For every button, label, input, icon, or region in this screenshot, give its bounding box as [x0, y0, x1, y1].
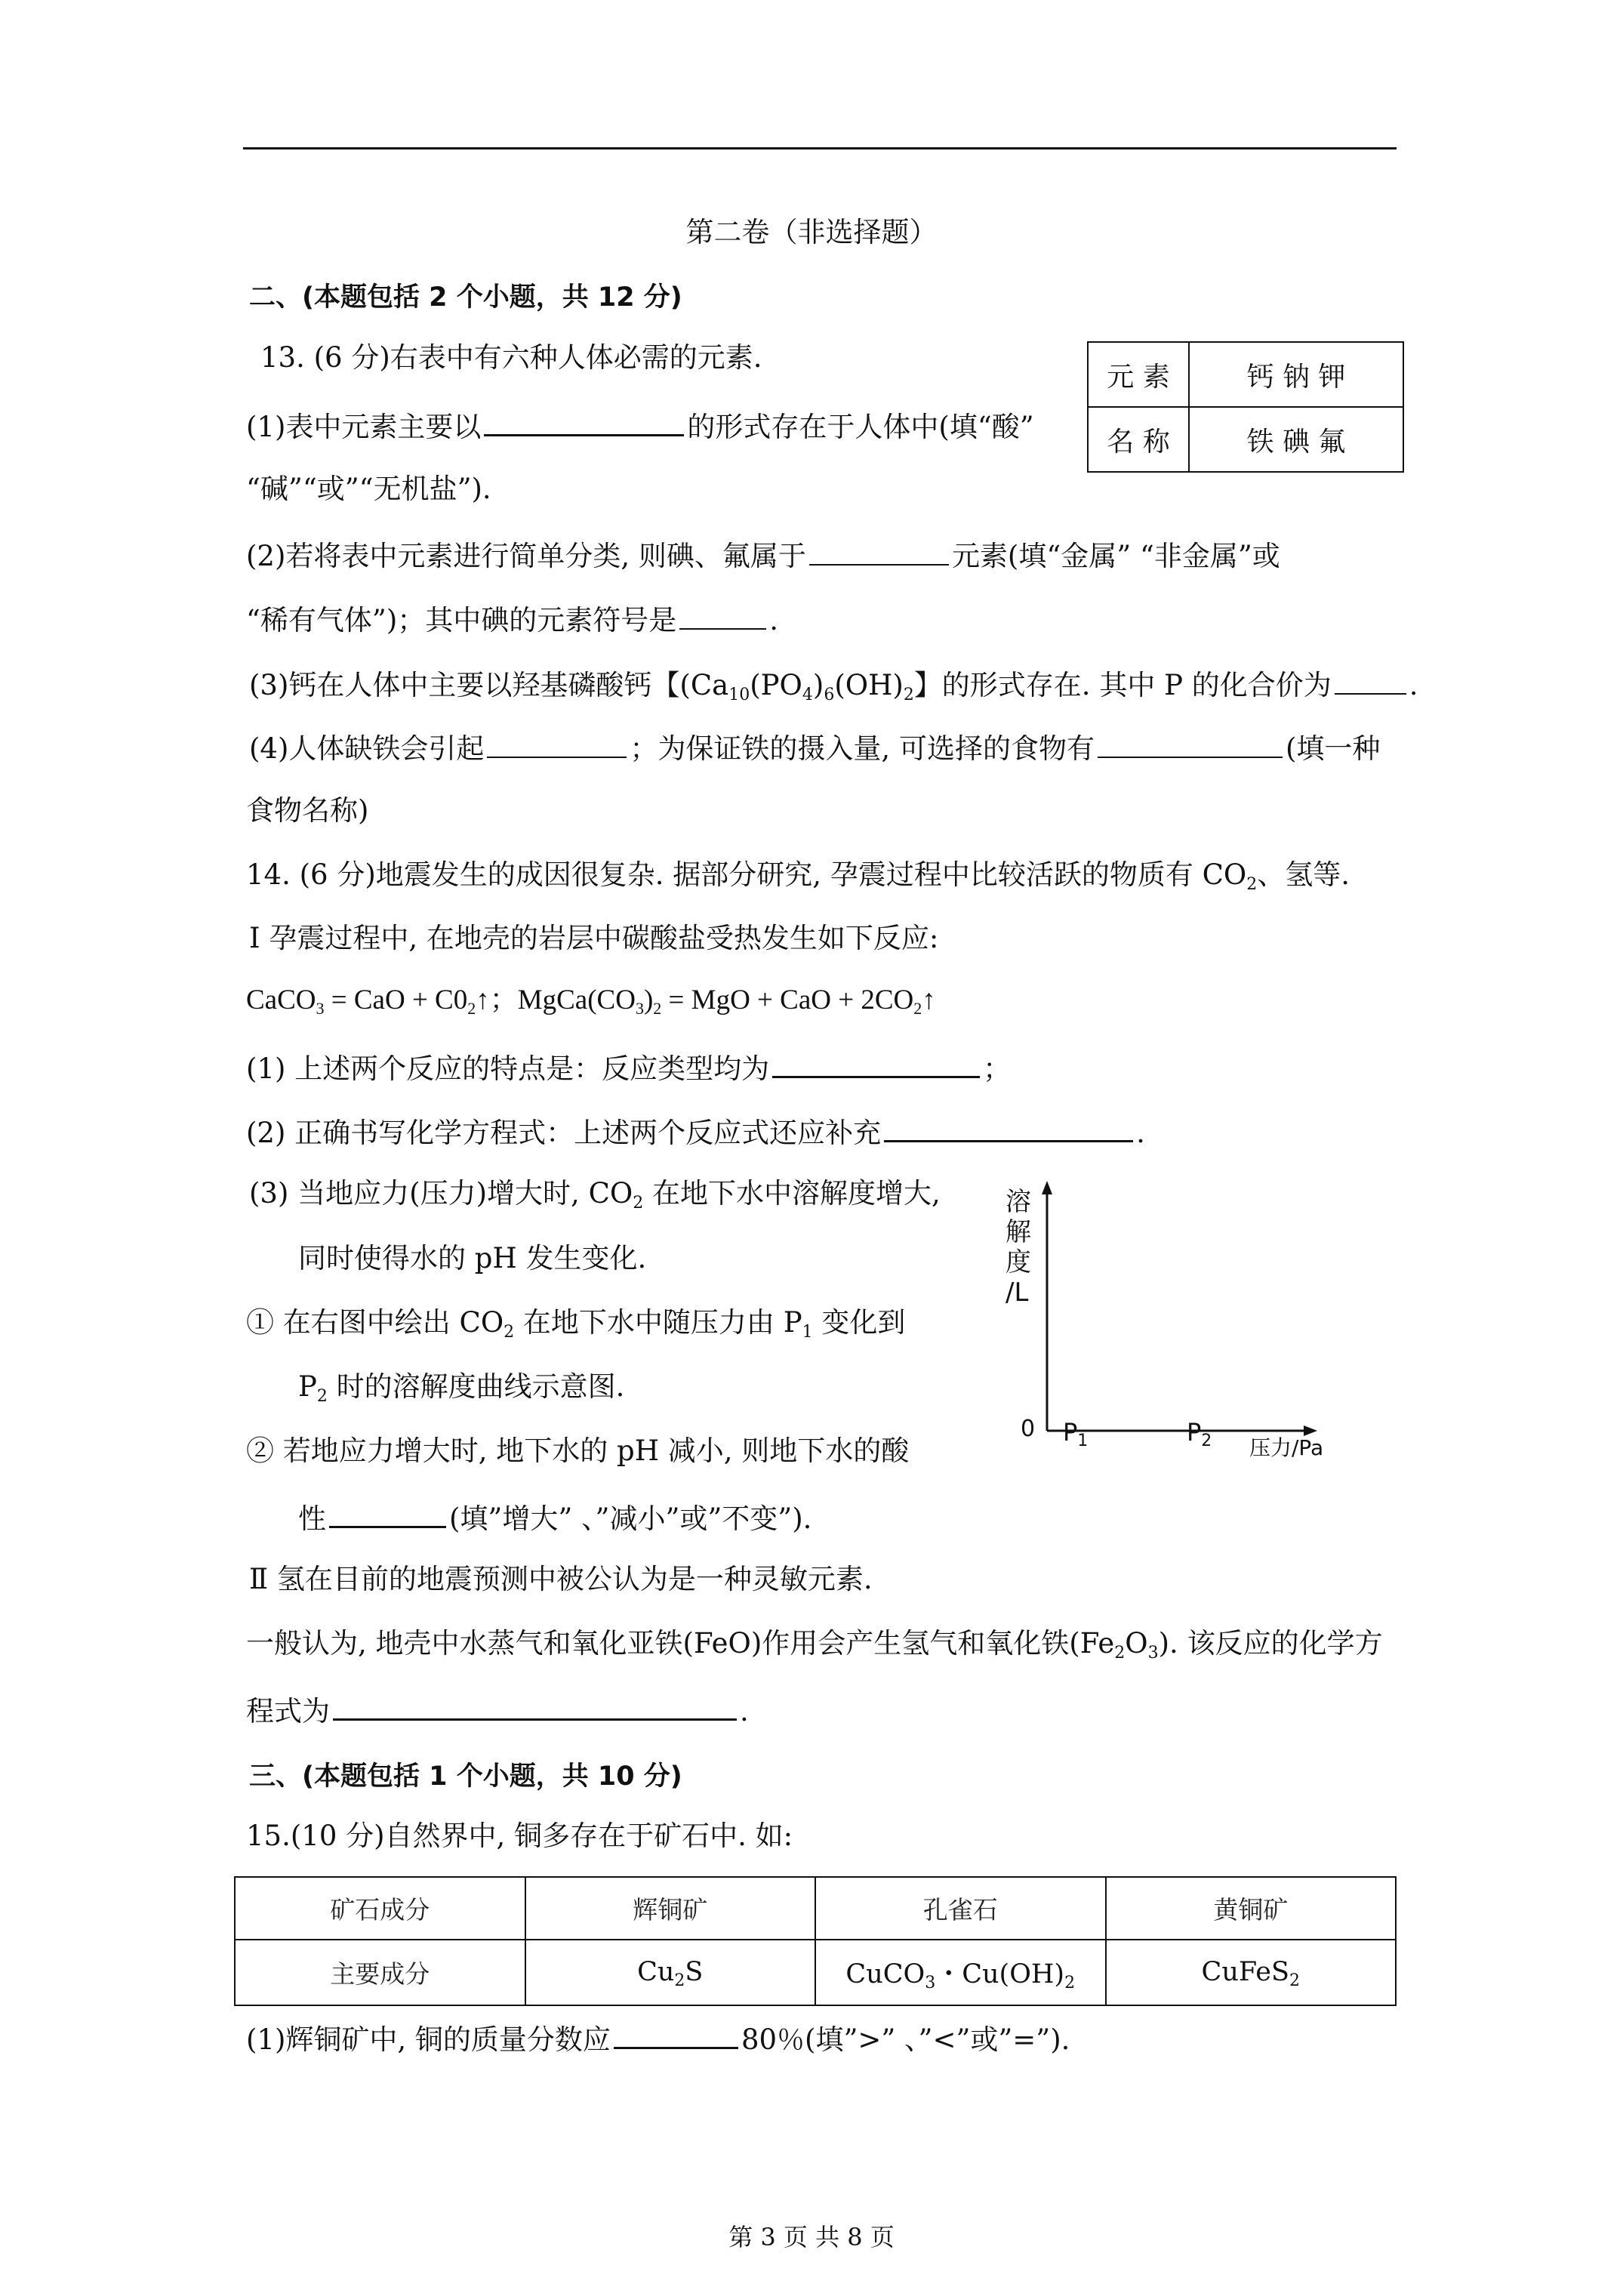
q13-part4-cont: 食物名称) [246, 794, 369, 827]
table-cell: 铁 碘 氟 [1189, 407, 1403, 472]
answer-blank[interactable] [809, 537, 949, 566]
answer-blank[interactable] [772, 1049, 980, 1078]
q13-part1-cont: “碱”“或”“无机盐”). [246, 473, 491, 505]
p1-label: $P_1$ [1063, 1418, 1089, 1450]
q14-circle1: ① 在右图中绘出 $CO_2$ 在地下水中随压力由 $P_1$ 变化到 [246, 1306, 906, 1342]
part3-header: 三、(本题包括 1 个小题，共 10 分) [249, 1761, 682, 1792]
table-header: 黄铜矿 [1106, 1877, 1397, 1940]
q14-part-ii-text: 一般认为, 地壳中水蒸气和氧化亚铁(FeO)作用会产生氢气和氧化铁$(Fe_2O_3)$. 该反应的化学方 [246, 1627, 1383, 1663]
page-footer: 第 3 页 共 8 页 [728, 2223, 895, 2251]
q14-stem: 14. (6 分)地震发生的成因很复杂. 据部分研究, 孕震过程中比较活跃的物质有 $CO_2$、氢等. [246, 858, 1350, 894]
q14-part-i: Ⅰ 孕震过程中, 在地壳的岩层中碳酸盐受热发生如下反应: [249, 922, 939, 954]
q14-part-ii-cont: 程式为 . [246, 1691, 749, 1728]
answer-blank[interactable] [487, 729, 627, 758]
q14-circle1-cont: $P_2$ 时的溶解度曲线示意图. [298, 1370, 625, 1406]
table-row-label: 主要成分 [235, 1940, 525, 2005]
answer-blank[interactable] [329, 1499, 446, 1528]
q14-circle2-cont: 性 (填”增大” 、”减小”或”不变”). [298, 1499, 812, 1536]
table-header: 孔雀石 [815, 1877, 1106, 1940]
top-rule [243, 147, 1397, 149]
q14-equations: CaCO$_3$ = CaO + $C0_2↑$；$MgCa(CO_3)_2$ = MgO + CaO + $2CO_2↑$ [246, 985, 936, 1018]
q13-part1: (1)表中元素主要以 的形式存在于人体中(填“酸” [246, 407, 1034, 444]
ore-table [234, 1876, 1397, 2006]
q15-part1: (1)辉铜矿中, 铜的质量分数应 80％(填”>” 、”<”或”=”). [246, 2020, 1070, 2057]
answer-blank[interactable] [1335, 666, 1406, 695]
answer-blank[interactable] [333, 1691, 737, 1721]
table-cell: CuCO$_3$・$Cu(OH)_2$ [815, 1940, 1106, 2005]
answer-blank[interactable] [679, 601, 766, 630]
answer-blank[interactable] [884, 1113, 1133, 1142]
table-label: 元 素 [1088, 342, 1189, 407]
table-cell: CuFeS$_2$ [1106, 1940, 1397, 2005]
q13-part2-cont: “稀有气体”)；其中碘的元素符号是 . [246, 601, 778, 637]
origin-label: 0 [1021, 1416, 1036, 1442]
table-header: 辉铜矿 [525, 1877, 816, 1940]
table-label: 名 称 [1088, 407, 1189, 472]
element-table [1087, 341, 1404, 473]
q14-sub1: (1) 上述两个反应的特点是：反应类型均为 ； [246, 1049, 1011, 1086]
table-cell: 钙 钠 钾 [1189, 342, 1403, 407]
q14-sub3: (3) 当地应力(压力)增大时, $CO_2$ 在地下水中溶解度增大, [249, 1177, 941, 1213]
section-title: 第二卷（非选择题） [685, 216, 938, 248]
x-axis-label: 压力/Pa [1249, 1435, 1324, 1460]
q13-stem: 13. (6 分)右表中有六种人体必需的元素. [260, 341, 762, 374]
y-axis-label: 溶 解 度 /L [1006, 1187, 1031, 1308]
answer-blank[interactable] [1098, 729, 1283, 758]
solubility-graph[interactable] [974, 1178, 1374, 1480]
q14-sub3-cont: 同时使得水的 pH 发生变化. [298, 1242, 647, 1274]
q14-sub2: (2) 正确书写化学方程式：上述两个反应式还应补充 . [246, 1113, 1145, 1150]
q14-circle2: ② 若地应力增大时, 地下水的 pH 减小, 则地下水的酸 [246, 1435, 910, 1467]
q13-part3: (3)钙在人体中主要以羟基磷酸钙【($Ca_{10}(PO_4)_6(OH)_2$】的形式存在. 其中 P 的化合价为 . [249, 666, 1418, 702]
table-cell: $Cu_2S$ [525, 1940, 816, 2005]
answer-blank[interactable] [484, 407, 684, 436]
table-header: 矿石成分 [235, 1877, 525, 1940]
q15-stem: 15.(10 分)自然界中, 铜多存在于矿石中. 如: [246, 1820, 793, 1852]
q14-part-ii: Ⅱ 氢在目前的地震预测中被公认为是一种灵敏元素. [249, 1563, 873, 1595]
q13-part4: (4)人体缺铁会引起 ；为保证铁的摄入量, 可选择的食物有 (填一种 [249, 729, 1380, 766]
part2-header: 二、(本题包括 2 个小题，共 12 分) [249, 282, 682, 313]
answer-blank[interactable] [614, 2020, 738, 2049]
q13-part2: (2)若将表中元素进行简单分类, 则碘、氟属于 元素(填“金属” “非金属”或 [246, 537, 1280, 573]
y-axis-arrow [1042, 1181, 1052, 1194]
p2-label: $P_2$ [1187, 1418, 1212, 1450]
